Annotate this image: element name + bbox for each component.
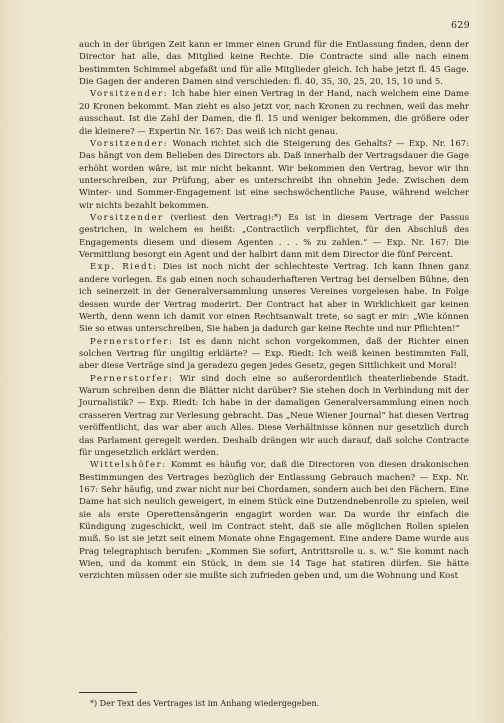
paragraph-text: (verliest den Vertrag):*) Es ist in diesem Vertrage der Passus gestrichen, in welchem es heißt: „Contractlich verpflichtet, für den Abschluß des Engagements diesem und diesem Agenten . . . % zu zahlen.“ — Exp. Nr. 167: Die Vermittlung besorgt ein Agent und der halbirt dann mit dem Director die fünf Percent. xyxy=(79,213,470,261)
paragraph xyxy=(79,336,469,373)
paragraph xyxy=(79,88,469,137)
paragraph xyxy=(79,39,469,88)
body-text xyxy=(79,39,469,583)
footnote: *) Der Text des Vertrages ist im Anhang wiedergegeben. xyxy=(90,699,320,708)
speaker-name: Vorsitzender xyxy=(90,213,164,224)
paragraph xyxy=(79,261,469,335)
speaker-name: Vorsitzender: xyxy=(90,138,169,149)
page-number: 629 xyxy=(450,20,470,31)
paragraph-text: Wonach richtet sich die Steigerung des Gehalts? — Exp. Nr. 167: Das hängt von dem Belieben des Directors ab. Daß innerhalb der Vertragsdauer die Gage erhöht worden wäre, ist mir nicht bekannt. Wir bekommen den Vertrag, bevor wir ihn unterschreiben, zur Prüfung, aber es unterschreibt ihn ohnehin Jede. Zwischen dem Winter- und Sommer-Engagement ist eine sechswöchentliche Pause, während welcher wir nichts bezahlt bekommen. xyxy=(79,138,469,211)
paragraph xyxy=(79,373,469,460)
speaker-name: Vorsitzender: xyxy=(90,89,169,100)
footnote-rule xyxy=(79,692,137,693)
speaker-name: Pernerstorfer: xyxy=(90,336,174,347)
paragraph-text: Ist es dann nicht schon vorgekommen, daß der Richter einen solchen Vertrag für ungiltig erklärte? — Exp. Riedt: Ich weiß keinen bestimmten Fall, aber diese Verträge sind ja geradezu gegen jedes Gesetz, gegen Sittlichkeit und Moral! xyxy=(79,336,470,372)
paragraph-text: Ich habe hier einen Vertrag in der Hand, nach welchem eine Dame 20 Kronen bekommt. Man zieht es also jetzt vor, nach Kronen zu rechnen, weil das mehr ausschaut. Ist die Zahl der Damen, die fl. 15 und weniger bekommen, die größere oder die kleinere? — Expertin Nr. 167: Das weiß ich nicht genau. xyxy=(79,89,469,137)
speaker-name: Exp. Riedt: xyxy=(90,262,158,273)
paragraph-text: Dies ist noch nicht der schlechteste Vertrag. Ich kann Ihnen ganz andere vorlegen. Es gab einen noch schauderhafteren Vertrag bei derselben Bühne, den ich seinerzeit in der Generalversammlung unseres Vereines vorgelesen habe. In Folge dessen wurde der Vertrag moderirt. Der Contract hat aber in Wirklichkeit gar keinen Werth, denn wenn ich damit vor einen Rechtsanwalt trete, so sagt er mir: „Wie können Sie so etwas unterschreiben, Sie haben ja dadurch gar keine Rechte und nur Pflichten!“ xyxy=(79,262,469,335)
paragraph-text: Wir sind doch eine so außerordentlich theaterliebende Stadt. Warum schreiben denn die Blätter nicht darüber? Sie stehen doch in Verbindung mit der Journalistik? — Exp. Riedt: Ich habe in der damaligen Generalversammlung einen noch crasseren Vertrag zur Verlesung gebracht. Das „Neue Wiener Journal“ hat diesen Vertrag veröffentlicht, das war aber auch Alles. Diese Verhältnisse können nur gesetzlich durch das Parlament geregelt werden. Deshalb drängen wir auch darauf, daß solche Contracte für ungesetzlich erklärt werden. xyxy=(79,373,469,458)
paragraph xyxy=(79,138,469,212)
paragraph-text: auch in der übrigen Zeit kann er immer einen Grund für die Entlassung finden, denn der Director hat alle, das Mitglied keine Rechte. Die Contracte sind alle nach einem bestimmten Schimmel abgefaßt und für alle Mitglieder gleich. Ich habe jetzt fl. 45 Gage. Die Gagen der anderen Damen sind verschieden: fl. 40, 35, 30, 25, 20, 15, 10 und 5. xyxy=(79,40,469,88)
paragraph xyxy=(79,212,469,261)
paragraph xyxy=(79,459,469,583)
speaker-name: Pernerstorfer: xyxy=(90,373,174,384)
speaker-name: Wittelshöfer: xyxy=(90,460,167,471)
paragraph-text: Kommt es häufig vor, daß die Directoren von diesen drakonischen Bestimmungen des Vertrages bezüglich der Entlassung Gebrauch machen? — Exp. Nr. 167: Sehr häufig, und zwar nicht nur bei Chordamen, sondern auch bei den Fächern. Eine Dame hat sich neulich geweigert, in einem Stück eine Dutzendnebenrolle zu spielen, weil sie als erste Operettensängerin engagirt worden war. Da wurde ihr einfach die Kündigung zugeschickt, weil im Contract steht, daß sie alle möglichen Rollen spielen muß. So ist sie jetzt seit einem Monate ohne Engagement. Eine andere Dame wurde aus Prag telegraphisch berufen: „Kommen Sie sofort, Antrittsrolle u. s. w.“ Sie kommt nach Wien, und da kommt ein Stück, in dem sie 14 Tage hat statiren dürfen. Sie hätte verzichten müssen oder sie mußte sich zufrieden geben und, um die Wohnung und Kost xyxy=(79,460,470,582)
